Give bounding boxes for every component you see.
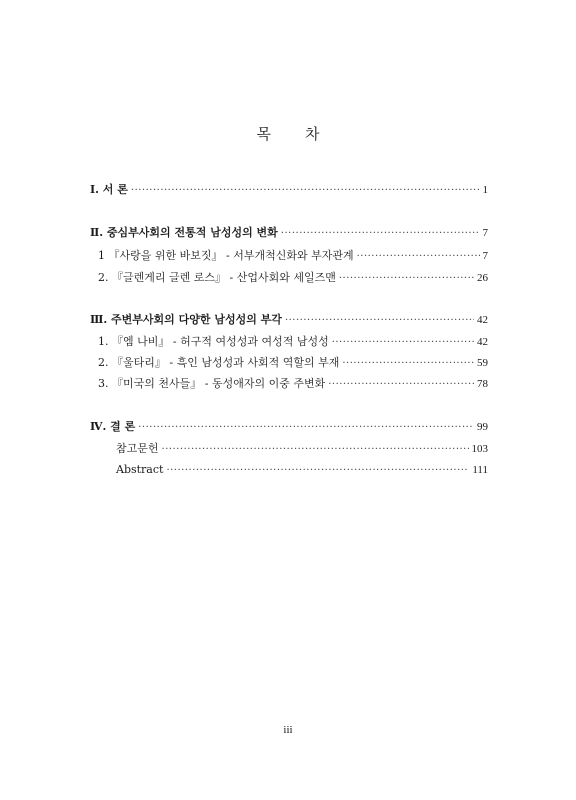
leader-dots [281,226,480,242]
toc-label: Ⅱ. 중심부사회의 전통적 남성성의 변화 [90,226,278,239]
leader-dots [342,356,474,372]
toc-label: Ⅰ. 서 론 [90,183,128,196]
toc-label: 2. 『글렌게리 글렌 로스』 - 산업사회와 세일즈맨 [98,271,336,284]
toc-page: 59 [477,357,488,369]
toc-label: 1. 『엠 나비』 - 허구적 여성성과 여성적 남성성 [98,335,329,348]
toc-section-2-2[interactable] [98,270,488,286]
toc-chapter-3[interactable] [90,312,488,328]
toc-label: Ⅳ. 결 론 [90,420,136,433]
toc-page: 99 [477,421,488,433]
title-char-2: 차 [305,125,320,143]
toc-references[interactable] [116,441,488,457]
toc-page: 26 [477,272,488,284]
leader-dots [332,335,474,351]
toc-label: 2. 『울타리』 - 흑인 남성성과 사회적 역할의 부재 [98,356,340,369]
leader-dots [285,313,474,329]
leader-dots [357,249,480,265]
toc-page: 103 [471,443,488,455]
page-title [0,123,576,144]
toc-label: 1 『사랑을 위한 바보짓』 - 서부개척신화와 부자관계 [98,249,354,262]
toc-chapter-1[interactable] [90,182,488,198]
toc-page: 42 [477,314,488,326]
page-number: iii [283,724,293,736]
toc-abstract[interactable] [116,462,488,478]
toc-page: 42 [477,336,488,348]
toc-label: 참고문헌 [116,442,159,455]
toc-page: 111 [472,464,488,476]
toc-section-3-2[interactable] [98,355,488,371]
leader-dots [339,271,474,287]
title-char-1: 목 [256,125,271,143]
toc-section-2-1[interactable] [98,248,488,264]
toc-section-3-1[interactable] [98,334,488,350]
toc-page: 78 [477,378,488,390]
toc-page: 7 [482,227,488,239]
leader-dots [166,463,469,479]
toc-section-3-3[interactable] [98,376,488,392]
toc-label: Ⅲ. 주변부사회의 다양한 남성성의 부각 [90,313,282,326]
leader-dots [162,442,469,458]
leader-dots [138,420,474,436]
toc-chapter-4[interactable] [90,419,488,435]
toc-label: Abstract [116,463,164,476]
toc-label: 3. 『미국의 천사들』 - 동성애자의 이중 주변화 [98,377,326,390]
toc-page: 7 [482,250,488,262]
toc-page: 1 [482,184,488,196]
leader-dots [328,377,474,393]
leader-dots [131,183,480,199]
toc-chapter-2[interactable] [90,225,488,241]
